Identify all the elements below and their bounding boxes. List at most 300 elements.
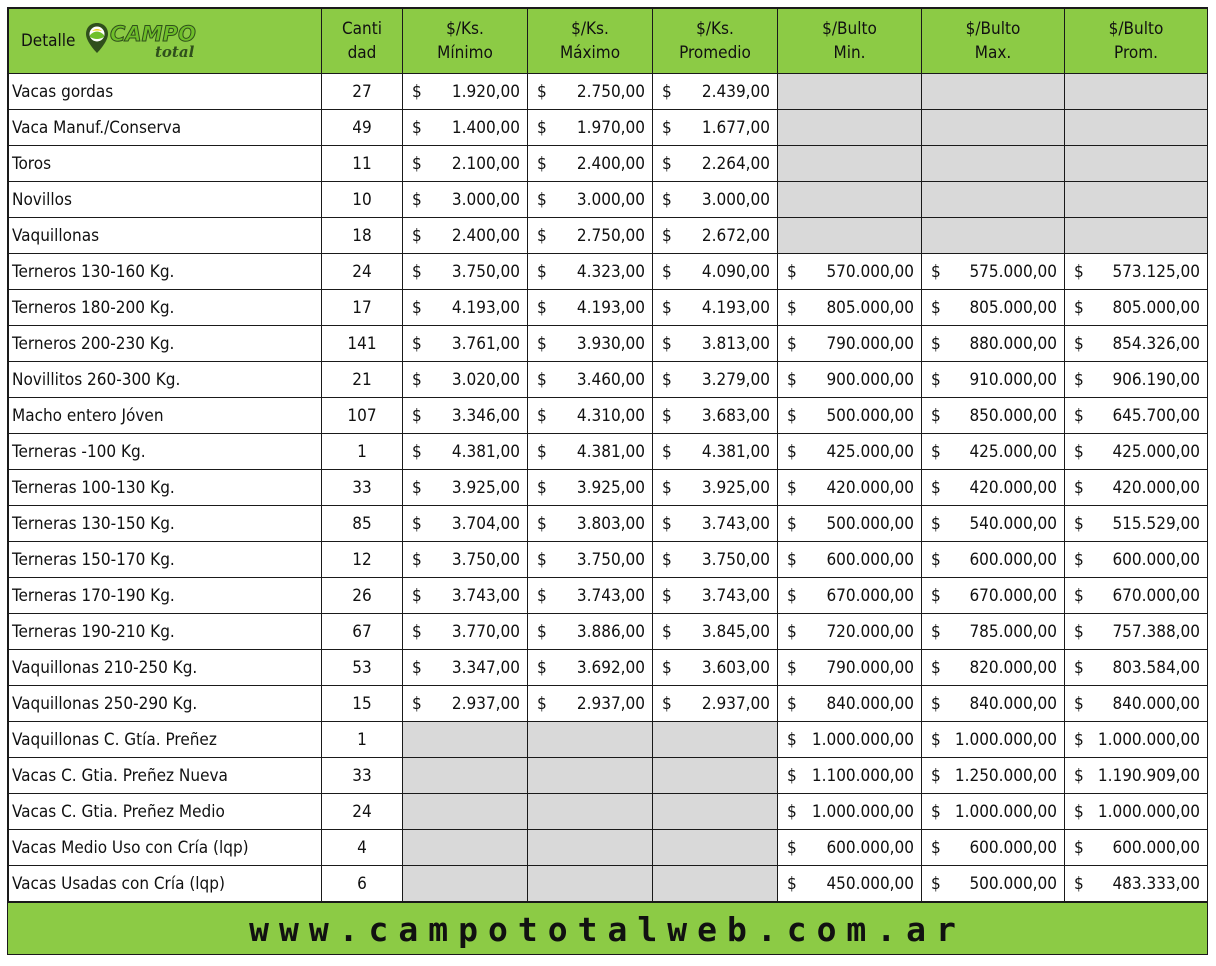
table-row [9,830,1208,866]
currency-symbol: $ [1074,513,1084,534]
currency-symbol: $ [662,657,672,678]
row-ks-prom [653,398,778,434]
amount-value: 1.677,00 [701,117,770,138]
currency-symbol: $ [931,441,941,462]
row-cantidad: 18 [322,218,403,254]
row-ks-prom [653,290,778,326]
amount-value: 575.000,00 [969,261,1057,282]
amount-value: 840.000,00 [1112,693,1200,714]
currency-symbol: $ [537,225,547,246]
row-cantidad: 6 [322,866,403,902]
currency-symbol: $ [931,801,941,822]
amount-value: 1.000.000,00 [811,801,914,822]
row-detalle: Terneras 100-130 Kg. [9,470,322,506]
currency-symbol: $ [662,693,672,714]
row-ks-min [403,182,528,218]
currency-symbol: $ [931,549,941,570]
row-bulto-prom [1065,794,1208,830]
amount-value: 1.970,00 [576,117,645,138]
amount-value: 450.000,00 [826,873,914,894]
currency-symbol: $ [1074,549,1084,570]
table-row [9,866,1208,902]
row-ks-prom [653,218,778,254]
currency-symbol: $ [931,621,941,642]
amount-value: 425.000,00 [1112,441,1200,462]
header-bulto-prom: $/Bulto Prom. [1065,9,1208,74]
row-ks-max [528,218,653,254]
row-ks-max [528,146,653,182]
currency-symbol: $ [931,369,941,390]
row-detalle: Novillos [9,182,322,218]
amount-value: 540.000,00 [969,513,1057,534]
row-ks-min [403,326,528,362]
amount-value: 2.750,00 [576,225,645,246]
empty-cell [403,722,528,758]
row-ks-max [528,434,653,470]
currency-symbol: $ [931,873,941,894]
row-bulto-prom [1065,614,1208,650]
currency-symbol: $ [412,81,422,102]
currency-symbol: $ [931,585,941,606]
row-bulto-prom [1065,434,1208,470]
currency-symbol: $ [537,153,547,174]
empty-cell [653,794,778,830]
currency-symbol: $ [931,333,941,354]
amount-value: 3.930,00 [576,333,645,354]
row-bulto-max [922,578,1065,614]
table-row [9,146,1208,182]
amount-value: 3.925,00 [451,477,520,498]
currency-symbol: $ [537,261,547,282]
row-bulto-min [778,254,922,290]
currency-symbol: $ [412,441,422,462]
amount-value: 3.925,00 [701,477,770,498]
row-bulto-max [922,758,1065,794]
row-ks-max [528,326,653,362]
amount-value: 4.193,00 [576,297,645,318]
amount-value: 840.000,00 [826,693,914,714]
row-detalle: Vacas Usadas con Cría (lqp) [9,866,322,902]
currency-symbol: $ [931,837,941,858]
row-bulto-min [778,434,922,470]
row-bulto-min [778,470,922,506]
currency-symbol: $ [787,801,797,822]
currency-symbol: $ [537,297,547,318]
currency-symbol: $ [537,513,547,534]
currency-symbol: $ [412,657,422,678]
currency-symbol: $ [1074,585,1084,606]
row-ks-max [528,254,653,290]
row-ks-min [403,614,528,650]
amount-value: 906.190,00 [1112,369,1200,390]
row-bulto-max [922,794,1065,830]
currency-symbol: $ [662,477,672,498]
header-detalle-label: Detalle [21,31,76,51]
currency-symbol: $ [537,477,547,498]
currency-symbol: $ [662,585,672,606]
currency-symbol: $ [931,513,941,534]
amount-value: 420.000,00 [1112,477,1200,498]
row-ks-prom [653,506,778,542]
amount-value: 805.000,00 [1112,297,1200,318]
amount-value: 670.000,00 [826,585,914,606]
currency-symbol: $ [662,153,672,174]
row-bulto-prom [1065,362,1208,398]
row-cantidad: 17 [322,290,403,326]
row-ks-max [528,398,653,434]
row-cantidad: 26 [322,578,403,614]
currency-symbol: $ [931,657,941,678]
row-bulto-max [922,542,1065,578]
empty-cell [403,758,528,794]
currency-symbol: $ [412,261,422,282]
amount-value: 670.000,00 [1112,585,1200,606]
row-bulto-max [922,506,1065,542]
amount-value: 2.750,00 [576,81,645,102]
row-detalle: Vaquillonas 250-290 Kg. [9,686,322,722]
table-row [9,254,1208,290]
empty-cell [922,74,1065,110]
header-bulto-min: $/Bulto Min. [778,9,922,74]
amount-value: 2.400,00 [451,225,520,246]
price-table [8,8,1208,902]
currency-symbol: $ [537,693,547,714]
amount-value: 3.346,00 [451,405,520,426]
amount-value: 1.920,00 [451,81,520,102]
empty-cell [778,218,922,254]
amount-value: 2.672,00 [701,225,770,246]
currency-symbol: $ [537,117,547,138]
row-detalle: Toros [9,146,322,182]
empty-cell [403,866,528,902]
row-bulto-prom [1065,650,1208,686]
currency-symbol: $ [787,405,797,426]
empty-cell [1065,146,1208,182]
row-ks-min [403,686,528,722]
row-detalle: Terneras 170-190 Kg. [9,578,322,614]
table-row [9,650,1208,686]
header-row [9,9,1208,74]
currency-symbol: $ [1074,297,1084,318]
currency-symbol: $ [787,333,797,354]
row-bulto-max [922,650,1065,686]
amount-value: 1.000.000,00 [1097,729,1200,750]
row-ks-prom [653,146,778,182]
empty-cell [403,830,528,866]
amount-value: 840.000,00 [969,693,1057,714]
row-ks-prom [653,650,778,686]
table-row [9,542,1208,578]
currency-symbol: $ [787,873,797,894]
amount-value: 757.388,00 [1112,621,1200,642]
row-cantidad: 33 [322,470,403,506]
row-ks-min [403,290,528,326]
table-row [9,74,1208,110]
row-ks-prom [653,182,778,218]
amount-value: 600.000,00 [1112,549,1200,570]
empty-cell [922,182,1065,218]
currency-symbol: $ [787,441,797,462]
amount-value: 880.000,00 [969,333,1057,354]
empty-cell [922,110,1065,146]
amount-value: 1.100.000,00 [811,765,914,786]
currency-symbol: $ [1074,441,1084,462]
row-bulto-prom [1065,326,1208,362]
amount-value: 600.000,00 [826,837,914,858]
row-bulto-min [778,578,922,614]
row-ks-min [403,398,528,434]
currency-symbol: $ [412,189,422,210]
amount-value: 500.000,00 [826,405,914,426]
row-ks-max [528,542,653,578]
amount-value: 500.000,00 [969,873,1057,894]
row-bulto-max [922,470,1065,506]
row-bulto-prom [1065,290,1208,326]
currency-symbol: $ [412,333,422,354]
amount-value: 3.460,00 [576,369,645,390]
currency-symbol: $ [931,729,941,750]
table-row [9,506,1208,542]
currency-symbol: $ [1074,765,1084,786]
row-ks-min [403,218,528,254]
currency-symbol: $ [787,657,797,678]
row-cantidad: 24 [322,254,403,290]
row-cantidad: 24 [322,794,403,830]
row-cantidad: 141 [322,326,403,362]
row-ks-prom [653,74,778,110]
currency-symbol: $ [537,369,547,390]
row-bulto-min [778,542,922,578]
currency-symbol: $ [537,81,547,102]
currency-symbol: $ [787,477,797,498]
currency-symbol: $ [412,225,422,246]
currency-symbol: $ [931,405,941,426]
row-ks-prom [653,434,778,470]
row-ks-max [528,290,653,326]
row-ks-min [403,254,528,290]
row-bulto-prom [1065,722,1208,758]
currency-symbol: $ [1074,729,1084,750]
amount-value: 2.400,00 [576,153,645,174]
row-cantidad: 1 [322,722,403,758]
row-cantidad: 4 [322,830,403,866]
currency-symbol: $ [931,765,941,786]
row-bulto-max [922,254,1065,290]
row-bulto-min [778,506,922,542]
table-row [9,614,1208,650]
table-row [9,110,1208,146]
empty-cell [1065,182,1208,218]
amount-value: 425.000,00 [969,441,1057,462]
currency-symbol: $ [931,297,941,318]
row-cantidad: 1 [322,434,403,470]
row-bulto-max [922,434,1065,470]
table-row [9,182,1208,218]
amount-value: 600.000,00 [969,837,1057,858]
currency-symbol: $ [787,513,797,534]
price-sheet [7,7,1208,955]
amount-value: 4.381,00 [576,441,645,462]
currency-symbol: $ [537,585,547,606]
amount-value: 3.000,00 [576,189,645,210]
row-ks-prom [653,542,778,578]
amount-value: 1.000.000,00 [954,801,1057,822]
row-bulto-min [778,398,922,434]
row-cantidad: 67 [322,614,403,650]
row-bulto-min [778,866,922,902]
row-ks-min [403,578,528,614]
currency-symbol: $ [1074,333,1084,354]
amount-value: 1.400,00 [451,117,520,138]
row-bulto-prom [1065,542,1208,578]
table-row [9,326,1208,362]
amount-value: 820.000,00 [969,657,1057,678]
row-bulto-max [922,722,1065,758]
currency-symbol: $ [787,261,797,282]
row-bulto-min [778,614,922,650]
currency-symbol: $ [1074,477,1084,498]
row-ks-prom [653,254,778,290]
amount-value: 600.000,00 [1112,837,1200,858]
row-detalle: Vaquillonas C. Gtía. Preñez [9,722,322,758]
amount-value: 420.000,00 [826,477,914,498]
empty-cell [403,794,528,830]
row-bulto-min [778,686,922,722]
row-bulto-max [922,830,1065,866]
currency-symbol: $ [787,693,797,714]
table-row [9,578,1208,614]
currency-symbol: $ [412,297,422,318]
amount-value: 3.000,00 [701,189,770,210]
header-detalle [9,9,322,74]
amount-value: 600.000,00 [826,549,914,570]
amount-value: 3.770,00 [451,621,520,642]
row-detalle: Terneros 130-160 Kg. [9,254,322,290]
row-detalle: Vaca Manuf./Conserva [9,110,322,146]
amount-value: 3.886,00 [576,621,645,642]
currency-symbol: $ [1074,873,1084,894]
amount-value: 3.761,00 [451,333,520,354]
currency-symbol: $ [662,333,672,354]
currency-symbol: $ [537,657,547,678]
row-bulto-min [778,758,922,794]
table-row [9,794,1208,830]
row-ks-prom [653,362,778,398]
amount-value: 854.326,00 [1112,333,1200,354]
empty-cell [528,866,653,902]
amount-value: 670.000,00 [969,585,1057,606]
amount-value: 2.937,00 [701,693,770,714]
row-detalle: Terneras -100 Kg. [9,434,322,470]
amount-value: 573.125,00 [1112,261,1200,282]
row-bulto-max [922,686,1065,722]
currency-symbol: $ [931,693,941,714]
row-cantidad: 85 [322,506,403,542]
amount-value: 900.000,00 [826,369,914,390]
row-ks-max [528,362,653,398]
empty-cell [778,182,922,218]
amount-value: 600.000,00 [969,549,1057,570]
table-row [9,758,1208,794]
table-row [9,290,1208,326]
amount-value: 1.190.909,00 [1097,765,1200,786]
currency-symbol: $ [662,441,672,462]
empty-cell [1065,74,1208,110]
amount-value: 720.000,00 [826,621,914,642]
empty-cell [653,866,778,902]
row-cantidad: 49 [322,110,403,146]
amount-value: 2.937,00 [576,693,645,714]
empty-cell [778,74,922,110]
row-ks-min [403,542,528,578]
amount-value: 2.100,00 [451,153,520,174]
currency-symbol: $ [662,81,672,102]
row-ks-max [528,470,653,506]
currency-symbol: $ [537,333,547,354]
currency-symbol: $ [1074,657,1084,678]
empty-cell [1065,218,1208,254]
row-bulto-prom [1065,578,1208,614]
row-bulto-min [778,290,922,326]
amount-value: 4.381,00 [451,441,520,462]
row-bulto-max [922,614,1065,650]
row-cantidad: 15 [322,686,403,722]
currency-symbol: $ [412,693,422,714]
header-bulto-max: $/Bulto Max. [922,9,1065,74]
table-row [9,434,1208,470]
amount-value: 805.000,00 [826,297,914,318]
amount-value: 4.310,00 [576,405,645,426]
row-bulto-min [778,362,922,398]
amount-value: 790.000,00 [826,333,914,354]
row-ks-prom [653,614,778,650]
empty-cell [653,722,778,758]
table-row [9,398,1208,434]
amount-value: 500.000,00 [826,513,914,534]
currency-symbol: $ [412,117,422,138]
row-bulto-max [922,866,1065,902]
currency-symbol: $ [662,189,672,210]
currency-symbol: $ [412,549,422,570]
currency-symbol: $ [787,585,797,606]
amount-value: 1.000.000,00 [1097,801,1200,822]
table-row [9,722,1208,758]
empty-cell [528,758,653,794]
empty-cell [653,830,778,866]
currency-symbol: $ [662,225,672,246]
row-detalle: Macho entero Jóven [9,398,322,434]
row-bulto-prom [1065,506,1208,542]
amount-value: 803.584,00 [1112,657,1200,678]
row-ks-max [528,650,653,686]
row-bulto-max [922,398,1065,434]
amount-value: 3.750,00 [701,549,770,570]
amount-value: 515.529,00 [1112,513,1200,534]
currency-symbol: $ [662,513,672,534]
currency-symbol: $ [412,513,422,534]
row-cantidad: 11 [322,146,403,182]
row-ks-max [528,578,653,614]
amount-value: 1.000.000,00 [954,729,1057,750]
header-cantidad: Canti dad [322,9,403,74]
currency-symbol: $ [1074,837,1084,858]
row-bulto-min [778,326,922,362]
row-detalle: Terneras 150-170 Kg. [9,542,322,578]
currency-symbol: $ [787,729,797,750]
currency-symbol: $ [662,297,672,318]
amount-value: 483.333,00 [1112,873,1200,894]
table-row [9,470,1208,506]
